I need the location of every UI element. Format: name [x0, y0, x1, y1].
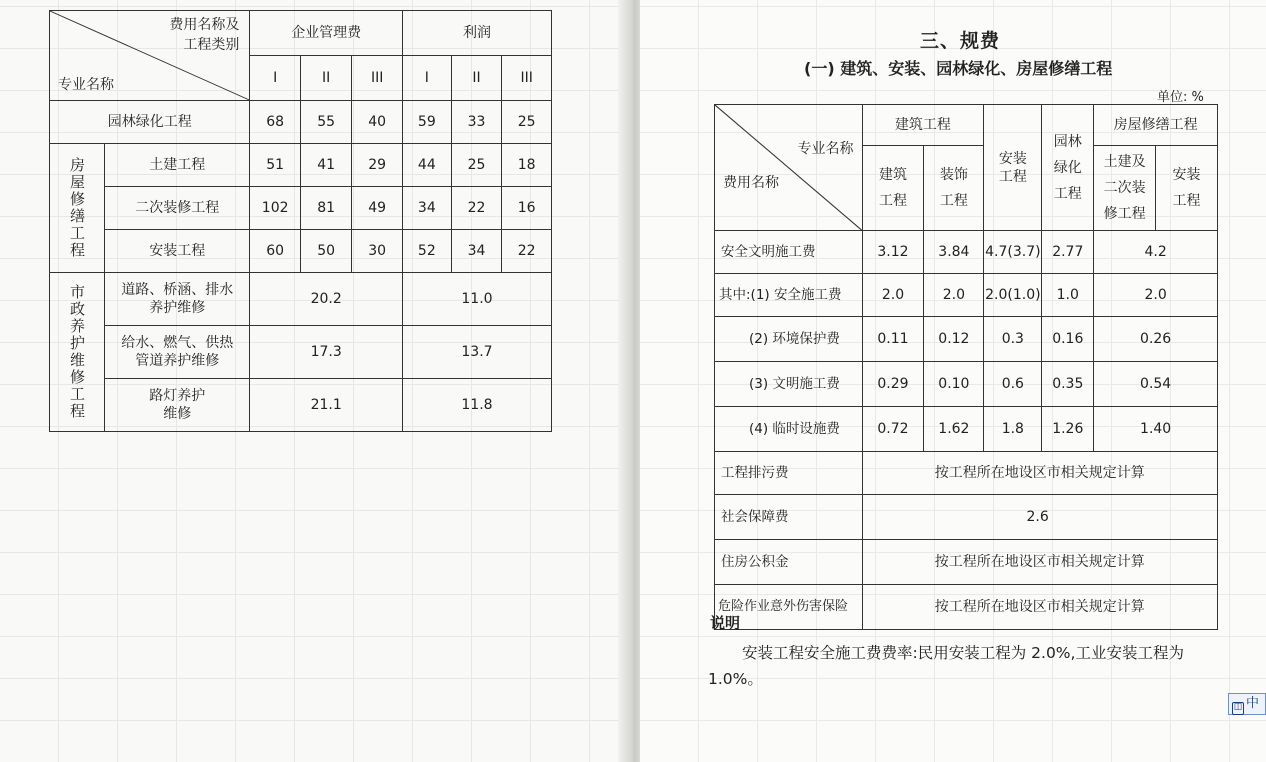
row-label: 园林绿化工程	[50, 101, 250, 144]
cell: 0.29	[862, 362, 924, 407]
ime-icon: ◫	[1232, 702, 1244, 715]
header-install	[984, 105, 1042, 231]
row-label: 工程排污费	[715, 452, 863, 495]
cell: 0.72	[862, 407, 924, 452]
header-garden-text: 园林绿化工程	[1053, 133, 1082, 202]
header-deco-sub-text: 装饰工程	[939, 167, 968, 209]
row-label: 给水、燃气、供热管道养护维修	[105, 326, 250, 379]
cell: 2.0	[862, 274, 924, 317]
header-specialty: 专业名称	[58, 77, 114, 93]
ime-widget[interactable]	[1228, 693, 1266, 715]
cell: 3.84	[924, 231, 984, 274]
cell: 0.54	[1094, 362, 1218, 407]
table-row	[715, 231, 1218, 274]
cell: 1.62	[924, 407, 984, 452]
cell: 18	[502, 144, 552, 187]
cell: 4.7(3.7)	[984, 231, 1042, 274]
ime-label: 中	[1246, 696, 1260, 711]
table-row	[50, 326, 552, 379]
cell: 41	[300, 144, 351, 187]
table-row	[50, 144, 552, 187]
cell: 22	[451, 187, 502, 230]
grade-2: II	[451, 56, 502, 101]
row-label: 社会保障费	[715, 495, 863, 540]
row-label: (2) 环境保护费	[715, 317, 863, 362]
cell: 2.0(1.0)	[984, 274, 1042, 317]
section-subtitle: (一) 建筑、安装、园林绿化、房屋修缮工程	[804, 59, 1113, 78]
header-house-install	[1156, 146, 1218, 231]
row-label: (3) 文明施工费	[715, 362, 863, 407]
table-row	[715, 540, 1218, 585]
cell: 102	[250, 187, 301, 230]
group-house-repair: 房屋修缮工程	[50, 144, 105, 273]
cell: 52	[402, 230, 451, 273]
cell: 13.7	[402, 326, 551, 379]
cell: 0.10	[924, 362, 984, 407]
table-row	[50, 230, 552, 273]
header-profit: 利润	[402, 11, 551, 56]
cell: 44	[402, 144, 451, 187]
header-build: 建筑工程	[862, 105, 984, 146]
table-row	[715, 407, 1218, 452]
management-profit-table	[49, 10, 552, 432]
cell: 0.35	[1042, 362, 1094, 407]
row-label: 二次装修工程	[105, 187, 250, 230]
table-row	[715, 452, 1218, 495]
cell: 1.0	[1042, 274, 1094, 317]
row-label: 其中:(1) 安全施工费	[715, 274, 863, 317]
cell: 68	[250, 101, 301, 144]
row-label: 土建工程	[105, 144, 250, 187]
header-house-civil	[1094, 146, 1156, 231]
table-row	[715, 362, 1218, 407]
cell: 0.26	[1094, 317, 1218, 362]
row-label: 危险作业意外伤害保险	[715, 585, 863, 630]
cell: 2.0	[924, 274, 984, 317]
row-label: (4) 临时设施费	[715, 407, 863, 452]
cell: 按工程所在地设区市相关规定计算	[862, 452, 1217, 495]
header-diagonal-cell	[50, 11, 250, 101]
unit-label: 单位: %	[1157, 90, 1204, 105]
section-title: 三、规费	[920, 30, 1001, 52]
cell: 55	[300, 101, 351, 144]
header-fee-type: 费用名称及 工程类别	[169, 17, 240, 53]
cell: 30	[352, 230, 403, 273]
row-label: 安装工程	[105, 230, 250, 273]
header-house-install-text: 安装工程	[1172, 167, 1201, 209]
cell: 0.3	[984, 317, 1042, 362]
cell: 4.2	[1094, 231, 1218, 274]
cell: 2.0	[1094, 274, 1218, 317]
header-house: 房屋修缮工程	[1094, 105, 1218, 146]
grade-1: I	[402, 56, 451, 101]
cell: 0.12	[924, 317, 984, 362]
row-label: 道路、桥涵、排水养护维修	[105, 273, 250, 326]
row-label: 路灯养护维修	[105, 379, 250, 432]
table-row	[715, 495, 1218, 540]
cell: 0.11	[862, 317, 924, 362]
table-row	[715, 317, 1218, 362]
cell: 1.40	[1094, 407, 1218, 452]
cell: 2.77	[1042, 231, 1094, 274]
fees-table	[714, 104, 1218, 630]
header-fee-name: 费用名称	[723, 175, 779, 191]
grade-3: III	[352, 56, 403, 101]
cell: 29	[352, 144, 403, 187]
grade-2: II	[300, 56, 351, 101]
cell: 34	[451, 230, 502, 273]
cell: 0.6	[984, 362, 1042, 407]
cell: 81	[300, 187, 351, 230]
header-build-sub	[862, 146, 924, 231]
cell: 33	[451, 101, 502, 144]
note-body: 安装工程安全施工费费率:民用安装工程为 2.0%,工业安装工程为 1.0%。	[708, 644, 1184, 688]
header-install-text: 安装工程	[998, 150, 1027, 185]
cell: 25	[451, 144, 502, 187]
cell: 17.3	[250, 326, 403, 379]
cell: 1.26	[1042, 407, 1094, 452]
grade-3: III	[502, 56, 552, 101]
header-mgmt-fee: 企业管理费	[250, 11, 403, 56]
cell: 40	[352, 101, 403, 144]
header-house-civil-text: 土建及二次装修工程	[1103, 154, 1146, 222]
cell: 16	[502, 187, 552, 230]
cell: 51	[250, 144, 301, 187]
cell: 21.1	[250, 379, 403, 432]
cell: 3.12	[862, 231, 924, 274]
header-garden	[1042, 105, 1094, 231]
row-label: 安全文明施工费	[715, 231, 863, 274]
cell: 34	[402, 187, 451, 230]
header-build-sub-text: 建筑工程	[878, 167, 907, 209]
cell: 59	[402, 101, 451, 144]
cell: 60	[250, 230, 301, 273]
table-row	[50, 379, 552, 432]
cell: 1.8	[984, 407, 1042, 452]
grade-1: I	[250, 56, 301, 101]
cell: 按工程所在地设区市相关规定计算	[862, 540, 1217, 585]
table-row	[50, 273, 552, 326]
cell: 20.2	[250, 273, 403, 326]
cell: 49	[352, 187, 403, 230]
cell: 2.6	[862, 495, 1217, 540]
note-heading: 说明	[710, 614, 741, 632]
header-diagonal-cell	[715, 105, 863, 231]
header-deco-sub	[924, 146, 984, 231]
cell: 按工程所在地设区市相关规定计算	[862, 585, 1217, 630]
table-row	[715, 274, 1218, 317]
cell: 11.8	[402, 379, 551, 432]
cell: 50	[300, 230, 351, 273]
cell: 0.16	[1042, 317, 1094, 362]
group-municipal: 市政养护维修工程	[50, 273, 105, 432]
table-row	[50, 187, 552, 230]
cell: 11.0	[402, 273, 551, 326]
cell: 25	[502, 101, 552, 144]
cell: 22	[502, 230, 552, 273]
row-label: 住房公积金	[715, 540, 863, 585]
table-row	[50, 101, 552, 144]
table-row	[715, 585, 1218, 630]
header-specialty: 专业名称	[797, 141, 854, 157]
